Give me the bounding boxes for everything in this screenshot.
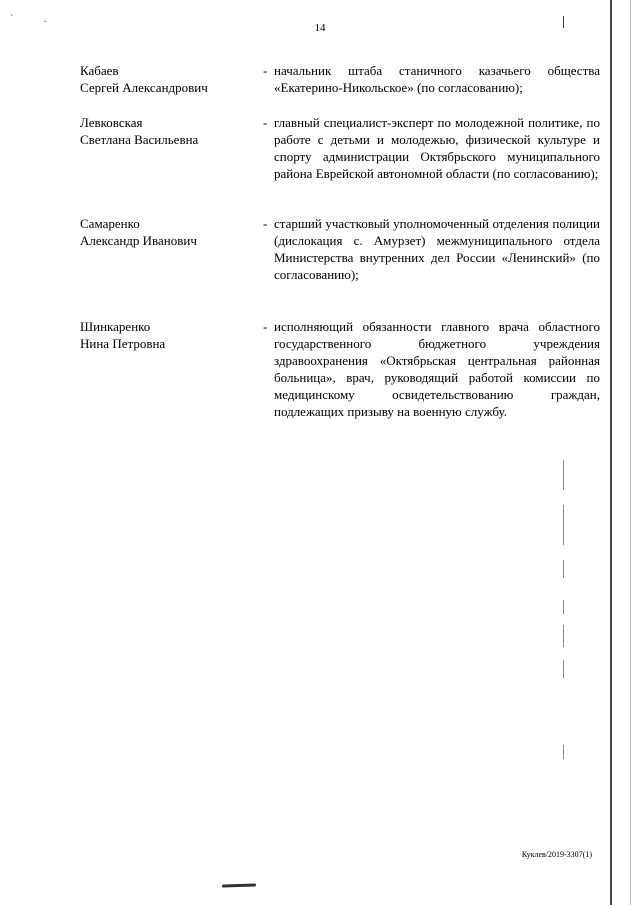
page-number: 14 [314, 22, 326, 34]
dash: - [263, 115, 268, 130]
person-name [80, 114, 250, 148]
given-names: Сергей Александрович [80, 80, 208, 95]
given-names: Нина Петровна [80, 336, 166, 351]
scan-dots: ` . [10, 14, 61, 25]
dash: - [263, 319, 268, 334]
scan-mark [563, 505, 564, 545]
surname: Шинкаренко [80, 319, 151, 334]
document-code: Куклев/2019-3307(1) [521, 850, 592, 859]
scan-border-line-faint [630, 0, 631, 905]
surname: Левковская [80, 115, 143, 130]
surname: Самаренко [80, 216, 140, 231]
person-name [80, 62, 250, 96]
surname: Кабаев [80, 63, 119, 78]
given-names: Светлана Васильевна [80, 132, 199, 147]
position-description: главный специалист-эксперт по молодежной политике, по работе с детьми и молодежью, физической культуре и спорту администрации Октябрьского муниципального района Еврейской автономной области (по согласованию); [274, 115, 600, 181]
position-description: исполняющий обязанности главного врача областного государственного бюджетного учреждения здравоохранения «Октябрьская центральная районная больница», врач, руководящий работой комиссии по медицинскому освидетельствованию граждан, подлежащих призыву на военную службу. [274, 319, 600, 419]
person-name [80, 215, 250, 249]
dash: - [263, 63, 268, 78]
position-description: начальник штаба станичного казачьего общества «Екатерино-Никольское» (по согласованию); [274, 63, 600, 95]
scan-mark [563, 600, 564, 614]
scan-border-line [610, 0, 612, 905]
position-description: старший участковый уполномоченный отделения полиции (дислокация с. Амурзет) межмуниципального отдела Министерства внутренних дел России «Ленинский» (по согласованию); [274, 216, 600, 282]
scan-mark [563, 660, 564, 678]
dash: - [263, 216, 268, 231]
scan-mark [563, 460, 564, 490]
given-names: Александр Иванович [80, 233, 197, 248]
scan-mark [563, 625, 564, 647]
person-name [80, 318, 250, 352]
scan-mark [563, 560, 564, 578]
ink-smudge [222, 883, 256, 887]
scan-mark [563, 745, 564, 759]
